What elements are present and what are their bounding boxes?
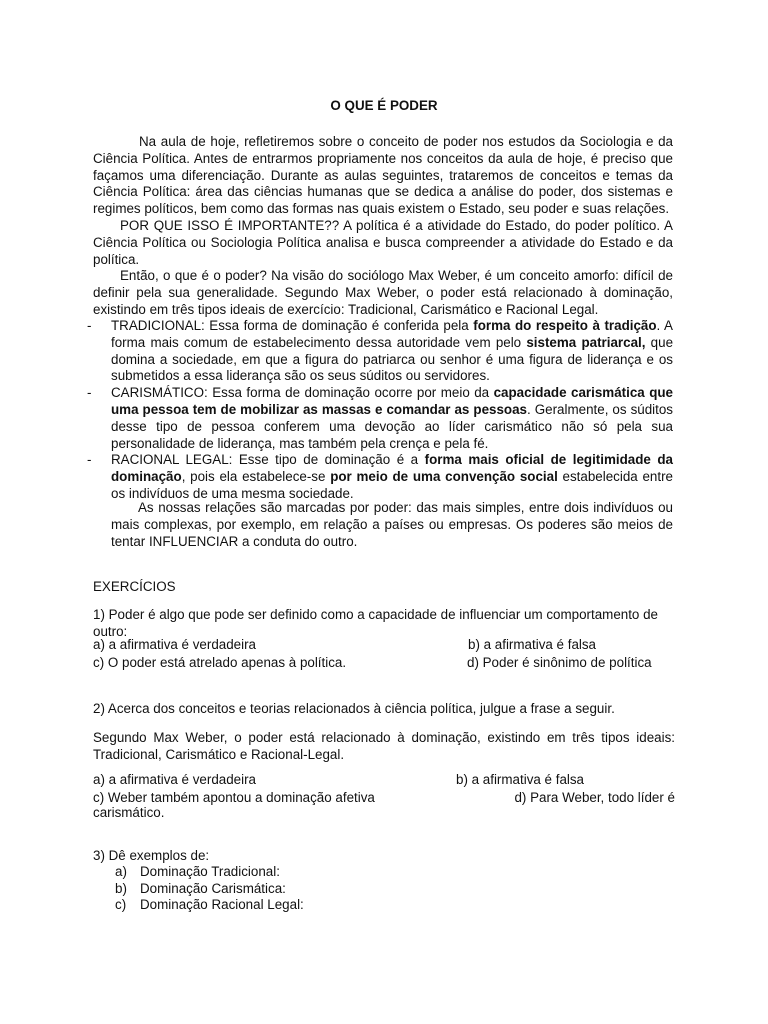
question-2-text: 2) Acerca dos conceitos e teorias relacionados à ciência política, julgue a frase a seguir. — [93, 701, 615, 716]
text-span: RACIONAL LEGAL: Esse tipo de dominação é a — [111, 452, 425, 468]
q3-item-label: Dominação Racional Legal: — [140, 897, 304, 912]
q2-option-a: a) a afirmativa é verdadeira — [93, 772, 256, 787]
q3-item-label: Dominação Carismática: — [140, 880, 286, 896]
q1-option-a: a) a afirmativa é verdadeira — [93, 637, 256, 652]
text-span: que domina a sociedade, em que a figura do patriarca ou senhor é uma figura de liderança e os submetidos a essa liderança são os seus súditos ou servidores. — [111, 334, 674, 384]
bullet-dash: - — [87, 385, 92, 401]
closing-paragraph: As nossas relações são marcadas por poder: das mais simples, entre dois indivíduos ou mais complexas, por exemplo, em relação a países ou empresas. Os poderes são meios de tentar INFLUENCIAR a conduta do outro. — [111, 500, 673, 549]
list-item-racional-legal — [87, 452, 673, 502]
question-1-options-row-1 — [93, 637, 675, 654]
exercises-heading: EXERCÍCIOS — [93, 579, 176, 594]
bold-text: forma mais oficial de legitimidade da dominação — [111, 452, 673, 485]
text-span: TRADICIONAL: Essa forma de dominação é conferida pela — [111, 318, 474, 333]
list-item-tradicional — [87, 318, 673, 385]
text-span: estabelecida entre os indivíduos de uma mesma sociedade. — [111, 469, 673, 501]
text-span: . Geralmente, os súditos desse tipo de pessoa conferem uma devoção ao líder carismático não só pela sua personalidade de liderança, mas também pela crença e pela fé. — [111, 401, 674, 451]
text-span: , pois ela estabelece-se — [181, 469, 331, 485]
bold-text: por meio de uma convenção social — [330, 469, 558, 485]
question-3-text: 3) Dê exemplos de: — [93, 848, 210, 863]
q2-option-d-continuation: carismático. — [93, 805, 165, 820]
list-marker: a) — [115, 864, 127, 879]
bullet-dash: - — [87, 318, 92, 333]
q2-option-d: d) Para Weber, todo líder é — [514, 790, 675, 805]
q1-option-d: d) Poder é sinônimo de política — [467, 655, 652, 670]
question-1-text: 1) Poder é algo que pode ser definido como a capacidade de influenciar um comportamento de outro: — [93, 607, 658, 639]
question-2-options-row-1 — [93, 772, 675, 789]
q3-item-label: Dominação Tradicional: — [140, 864, 280, 879]
q3-item-b — [115, 881, 304, 898]
q3-item-a — [115, 864, 304, 881]
list-item-carismatico — [87, 385, 673, 452]
bold-text: capacidade carismática que uma pessoa tem de mobilizar as massas e comandar as pessoas — [111, 385, 674, 417]
q1-option-c: c) O poder está atrelado apenas à política. — [93, 655, 347, 670]
bold-text: sistema patriarcal, — [526, 334, 646, 350]
question-2-statement: Segundo Max Weber, o poder está relacionado à dominação, existindo em três tipos ideais: Tradicional, Carismático e Racional-Legal. — [93, 730, 675, 762]
closing-section — [111, 500, 673, 550]
intro-paragraph-1: Na aula de hoje, refletiremos sobre o conceito de poder nos estudos da Sociologia e da Ciência Política. Antes de entrarmos propriamente nos conceitos da aula de hoje, é preciso que façamos uma diferenciação. Durante as aulas seguintes, trataremos de conceitos e temas da Ciência Política: área das ciências humanas que se dedica a análise do poder, dos sistemas e regimes políticos, bem como das formas nas quais existem o Estado, seu poder e suas relações. — [93, 134, 673, 217]
question-3-sublist — [115, 864, 304, 914]
intro-section — [93, 134, 673, 319]
q2-option-b: b) a afirmativa é falsa — [456, 772, 585, 787]
page-title: O QUE É PODER — [330, 98, 438, 113]
q3-item-c — [115, 897, 304, 914]
bold-text: forma do respeito à tradição — [473, 318, 657, 333]
list-marker: c) — [115, 897, 127, 912]
q2-option-c: c) Weber também apontou a dominação afetiva — [93, 790, 375, 805]
q1-option-b: b) a afirmativa é falsa — [468, 637, 597, 652]
question-1-options-row-2 — [93, 655, 675, 672]
bullet-dash: - — [87, 452, 92, 468]
text-span: . A forma mais comum de estabelecimento dessa autoridade vem pelo — [111, 318, 673, 350]
intro-paragraph-3: Então, o que é o poder? Na visão do sociólogo Max Weber, é um conceito amorfo: difícil de definir pela sua generalidade. Segundo Max Weber, o poder está relacionado à dominação, existindo em três tipos ideais de exercício: Tradicional, Carismático e Racional Legal. — [93, 268, 673, 317]
list-marker: b) — [115, 880, 127, 896]
text-span: CARISMÁTICO: Essa forma de dominação ocorre por meio da — [111, 385, 494, 401]
intro-paragraph-2: POR QUE ISSO É IMPORTANTE?? A política é a atividade do Estado, do poder político. A Ciência Política ou Sociologia Política analisa e busca compreender a atividade do Estado e da política. — [93, 217, 673, 267]
domination-types-list — [87, 318, 673, 503]
